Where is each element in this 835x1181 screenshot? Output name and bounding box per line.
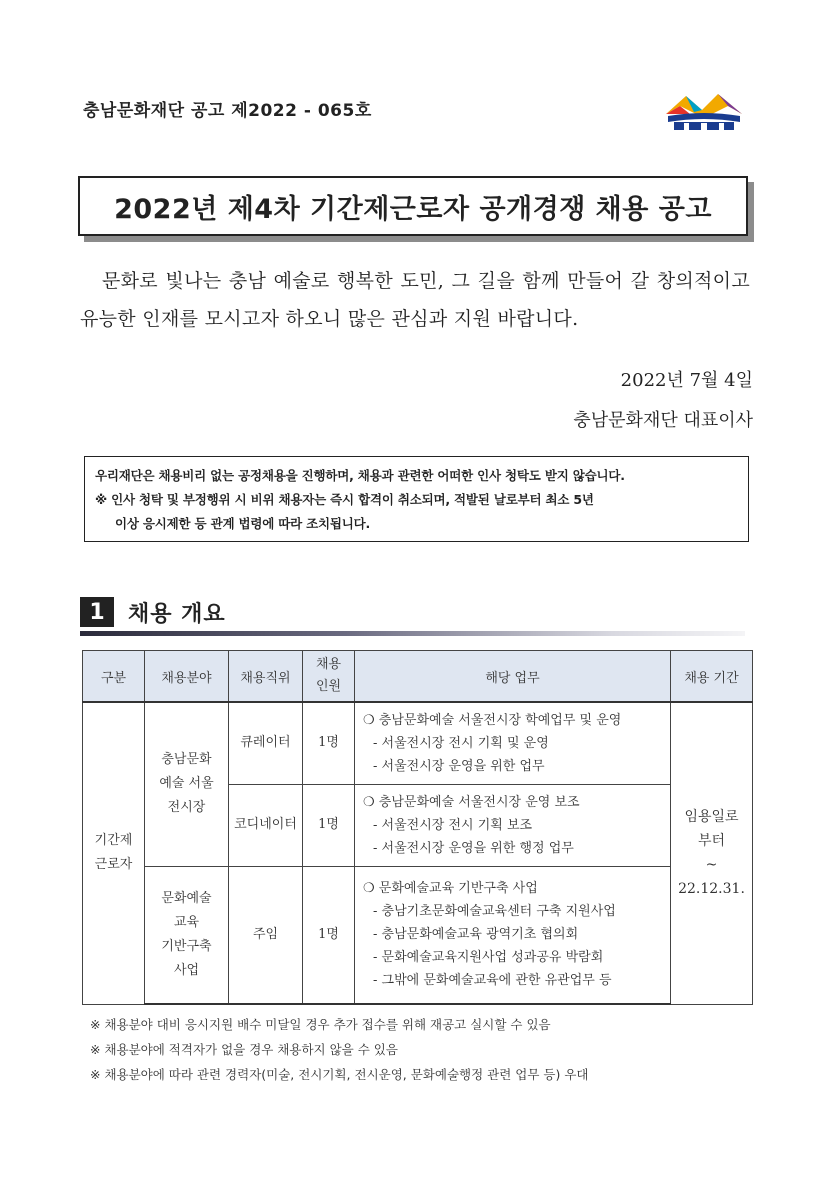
period-line-2: 부터 — [697, 833, 726, 850]
field-line: 충남문화 — [161, 752, 212, 768]
duty-item: - 서울전시장 전시 기획 및 운영 — [373, 735, 549, 751]
field-line: 예술 서울 — [159, 776, 214, 792]
duty-item: - 문화예술교육지원사업 성과공유 박람회 — [373, 950, 604, 966]
header-duties: 해당 업무 — [355, 651, 671, 703]
field-line: 문화예술 — [161, 890, 212, 906]
fair-hiring-line-1: 우리재단은 채용비리 없는 공정채용을 진행하며, 채용과 관련한 어떠한 인사 청탁도 받지 않습니다. — [95, 468, 625, 483]
period-line-4: 22.12.31. — [678, 881, 745, 898]
header-count-line-2: 인원 — [315, 679, 342, 694]
table-header-row — [83, 651, 753, 703]
position-cell: 코디네이터 — [229, 784, 303, 866]
header-count — [303, 651, 355, 703]
field-line: 교육 — [173, 914, 200, 930]
section-divider — [80, 631, 745, 636]
duty-lead: ❍ 충남문화예술 서울전시장 운영 보조 — [363, 794, 580, 810]
duty-item: - 서울전시장 전시 기획 보조 — [373, 817, 533, 833]
section-number: 1 — [80, 597, 114, 627]
duties-cell — [355, 866, 671, 1004]
count-cell: 1명 — [303, 866, 355, 1004]
announcement-date: 2022년 7월 4일 — [620, 370, 753, 391]
header-position: 채용직위 — [229, 651, 303, 703]
section-title: 채용 개요 — [128, 601, 226, 627]
field-line: 전시장 — [167, 800, 206, 816]
section-heading — [80, 594, 226, 630]
field-cell-seoul — [145, 702, 229, 866]
type-line-1: 기간제 — [94, 833, 133, 849]
duty-item: - 서울전시장 운영을 위한 업무 — [373, 758, 545, 774]
duty-item: - 충남문화예술교육 광역기초 협의회 — [373, 927, 579, 943]
field-cell-education — [145, 866, 229, 1004]
duty-lead: ❍ 충남문화예술 서울전시장 학예업무 및 운영 — [363, 712, 622, 728]
header-field: 채용분야 — [145, 651, 229, 703]
duty-item: - 충남기초문화예술교육센터 구축 지원사업 — [373, 904, 616, 920]
header-type: 구분 — [83, 651, 145, 703]
foundation-logo-icon — [664, 92, 744, 132]
period-cell — [671, 702, 753, 1004]
table-row — [83, 702, 753, 784]
table-row — [83, 866, 753, 1004]
type-line-2: 근로자 — [94, 857, 133, 873]
duty-item: - 그밖에 문화예술교육에 관한 유관업무 등 — [373, 973, 612, 989]
duties-cell — [355, 702, 671, 784]
period-line-3: ~ — [705, 857, 718, 874]
fair-hiring-line-2: ※ 인사 청탁 및 부정행위 시 비위 채용자는 즉시 합격이 취소되며, 적발된 날로부터 최소 5년 — [95, 492, 594, 507]
position-cell: 큐레이터 — [229, 702, 303, 784]
note-item: ※ 채용분야에 적격자가 없을 경우 채용하지 않을 수 있음 — [90, 1042, 398, 1057]
duty-item: - 서울전시장 운영을 위한 행정 업무 — [373, 840, 574, 856]
count-cell: 1명 — [303, 784, 355, 866]
position-cell: 주임 — [229, 866, 303, 1004]
intro-paragraph: 문화로 빛나는 충남 예술로 행복한 도민, 그 길을 함께 만들어 갈 창의적이고 유능한 인재를 모시고자 하오니 많은 관심과 지원 바랍니다. — [80, 270, 750, 330]
table-notes — [90, 1012, 588, 1087]
field-line: 기반구축 — [161, 938, 212, 954]
fair-hiring-line-3: 이상 응시제한 등 관계 법령에 따라 조치됩니다. — [115, 516, 371, 531]
field-line: 사업 — [173, 962, 200, 978]
fair-hiring-notice — [84, 456, 749, 542]
duties-cell — [355, 784, 671, 866]
note-item: ※ 채용분야에 따라 관련 경력자(미술, 전시기획, 전시운영, 문화예술행정 관련 업무 등) 우대 — [90, 1067, 589, 1082]
page-title: 2022년 제4차 기간제근로자 공개경쟁 채용 공고 — [114, 193, 712, 225]
header-count-line-1: 채용 — [315, 657, 342, 672]
note-item: ※ 채용분야 대비 응시지원 배수 미달일 경우 추가 접수를 위해 재공고 실시할 수 있음 — [90, 1017, 551, 1032]
header-period: 채용 기간 — [671, 651, 753, 703]
type-cell — [83, 702, 145, 1004]
count-cell: 1명 — [303, 702, 355, 784]
recruitment-table — [82, 650, 753, 1005]
period-line-1: 임용일로 — [684, 809, 739, 826]
announcement-title-box — [78, 176, 748, 236]
issuer-name: 충남문화재단 대표이사 — [573, 410, 753, 431]
duty-lead: ❍ 문화예술교육 기반구축 사업 — [363, 881, 538, 897]
notice-number: 충남문화재단 공고 제2022 - 065호 — [83, 101, 372, 121]
